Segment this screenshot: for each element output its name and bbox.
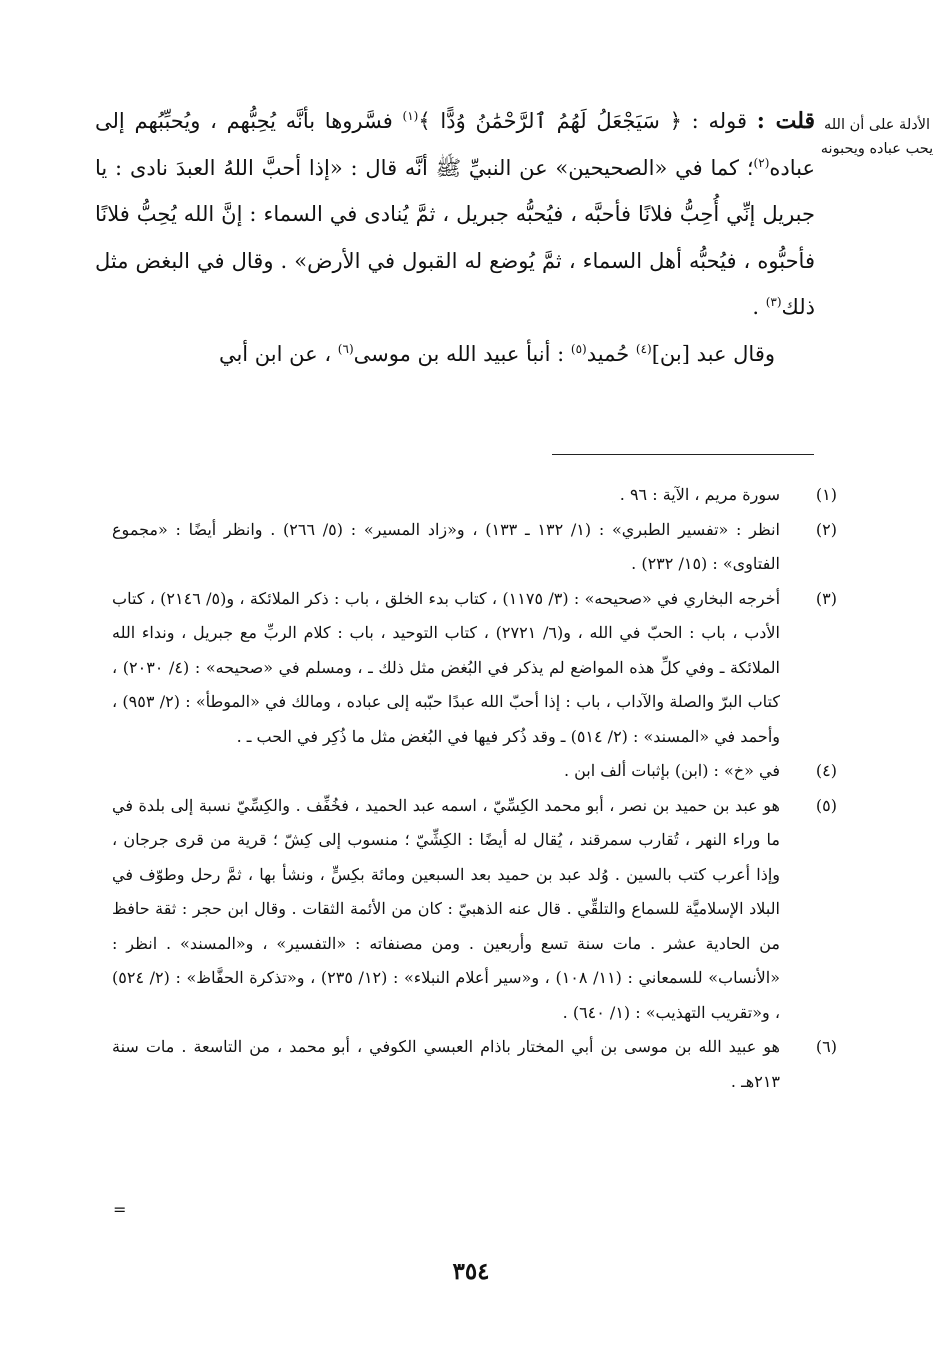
text-run: ؛ كما في «الصحيحين» عن النبيِّ ﷺ أنَّه قال : «إذا أحبَّ اللهُ العبدَ نادى : يا جبريل إنِّي أُحِبُّ فلانًا فأحبَّه ، فيُحبُّه جبريل ، ثمَّ يُنادى في السماء : إنَّ الله يُحِبُّ فلانًا فأحبُّوه ، فيُحبُّه أهل السماء ، ثمَّ يُوضع له القبول في الأرض» . وقال في البغض مثل ذلك xyxy=(95,155,815,319)
text-run: فسَّروها بأنَّه يُحِبُّهم ، ويُحبِّبُهم إلى عباده xyxy=(95,109,815,180)
footnote-text: انظر : «تفسير الطبري» : (١/ ١٣٢ ـ ١٣٣) ، و«زاد المسير» : (٥/ ٢٦٦) . وانظر أيضًا : «مجموع الفتاوى» : (١٥/ ٢٣٢) . xyxy=(112,519,781,573)
page-number: ٣٥٤ xyxy=(452,1258,490,1285)
footnote-ref: (١) xyxy=(402,109,419,123)
footnotes xyxy=(112,478,837,1099)
footnote xyxy=(112,754,837,789)
footnote xyxy=(112,582,837,755)
footnote xyxy=(112,478,837,513)
quran-verse: ﴿ سَيَجْعَلُ لَهُمُ ٱلرَّحْمَٰنُ وُدًّا ﴾ xyxy=(418,109,682,133)
text-run: حُميد xyxy=(586,341,636,366)
footnote-number: (٤) xyxy=(815,761,837,780)
footnote-number: (١) xyxy=(815,485,837,504)
margin-heading-line-1: الأدلة على أن الله xyxy=(823,117,930,133)
footnote-number: (٦) xyxy=(815,1037,837,1056)
footnote-text: سورة مريم ، الآية : ٩٦ . xyxy=(619,485,780,504)
footnote-text: في «خ» : (ابن) بإثبات ألف ابن . xyxy=(563,761,780,780)
footnote-text: هو عبيد الله بن موسى بن أبي المختار باذام العبسي الكوفي ، أبو محمد ، من التاسعة . مات سنة ٢١٣هـ . xyxy=(112,1037,780,1091)
paragraph-1 xyxy=(95,98,815,331)
margin-heading xyxy=(818,113,936,161)
text-run: قوله : xyxy=(681,109,757,133)
footnote-ref: (٣) xyxy=(765,295,782,309)
text-run: ، عن ابن أبي xyxy=(218,341,338,366)
footnote xyxy=(112,789,837,1031)
text-run: : أنبأ عبيد الله بن موسى xyxy=(353,341,571,366)
footnote-ref: (٥) xyxy=(570,341,587,356)
text-run: وقال عبد [بن] xyxy=(651,341,775,366)
footnote-text: أخرجه البخاري في «صحيحه» : (٣/ ١١٧٥) ، كتاب بدء الخلق ، باب : ذكر الملائكة ، و(٥/ ٢١٤٦) ، كتاب الأدب ، باب : الحبّ في الله ، و(٦/ ٢٧٢١) ، كتاب التوحيد ، باب : كلام الربِّ مع جبريل ، ونداء الله الملائكة ـ وفي كلِّ هذه المواضع لم يذكر في البُغض مثل ذلك ـ ، ومسلم في «صحيحه» : (٤/ ٢٠٣٠) ، كتاب البرّ والصلة والآداب ، باب : إذا أحبّ الله عبدًا حبّبه إلى عباده ، ومالك في «الموطأ» : (٢/ ٩٥٣) ، وأحمد في «المسند» : (٢/ ٥١٤) ـ وقد ذُكر فيها في البُغض مثل ما ذُكِر في الحب ـ . xyxy=(112,588,781,746)
text-run: . xyxy=(752,295,766,319)
margin-heading-line-2: يحب عباده ويحبونه xyxy=(820,141,934,157)
main-body xyxy=(95,98,815,377)
footnote-ref: (٤) xyxy=(635,341,652,356)
footnote-number: (٢) xyxy=(815,519,837,539)
footnote-number: (٣) xyxy=(815,588,837,608)
continuation-mark: = xyxy=(113,1200,127,1219)
footnote-number: (٥) xyxy=(815,795,837,815)
footnote-ref: (٦) xyxy=(337,341,354,356)
footnote xyxy=(112,1030,837,1099)
footnote xyxy=(112,513,837,582)
footnote-ref: (٢) xyxy=(753,155,770,170)
paragraph-2 xyxy=(95,331,815,378)
footnote-text: هو عبد بن حميد بن نصر ، أبو محمد الكِسِّيّ ، اسمه عبد الحميد ، فخُفِّف . والكِسِّيّ نسبة إلى بلدة في ما وراء النهر ، تُقارب سمرقند ، يُقال له أيضًا : الكِشِّيّ ؛ منسوب إلى كِشّ ؛ قرية من قرى جرجان ، وإذا أعرب كتب بالسين . وُلد عبد بن حميد بعد السبعين ومائة بكِسٍّ ، ونشأ بها ، ثمَّ رحل وطوّف في البلاد الإسلاميَّة للسماع والتلقِّي . قال عنه الذهبيّ : كان من الأئمة الثقات . وقال ابن حجر : ثقة حافظ من الحادية عشر . مات سنة تسع وأربعين . ومن مصنفاته : «التفسير» ، و«المسند» . انظر : «الأنساب» للسمعاني : (١١/ ١٠٨) ، و«سير أعلام النبلاء» : (١٢/ ٢٣٥) ، و«تذكرة الحفَّاظ» : (٢/ ٥٢٤) ، و«تقريب التهذيب» : (١/ ٦٤٠) . xyxy=(112,795,781,1022)
footnote-divider xyxy=(552,454,814,455)
lead-word: قلت : xyxy=(756,108,816,134)
